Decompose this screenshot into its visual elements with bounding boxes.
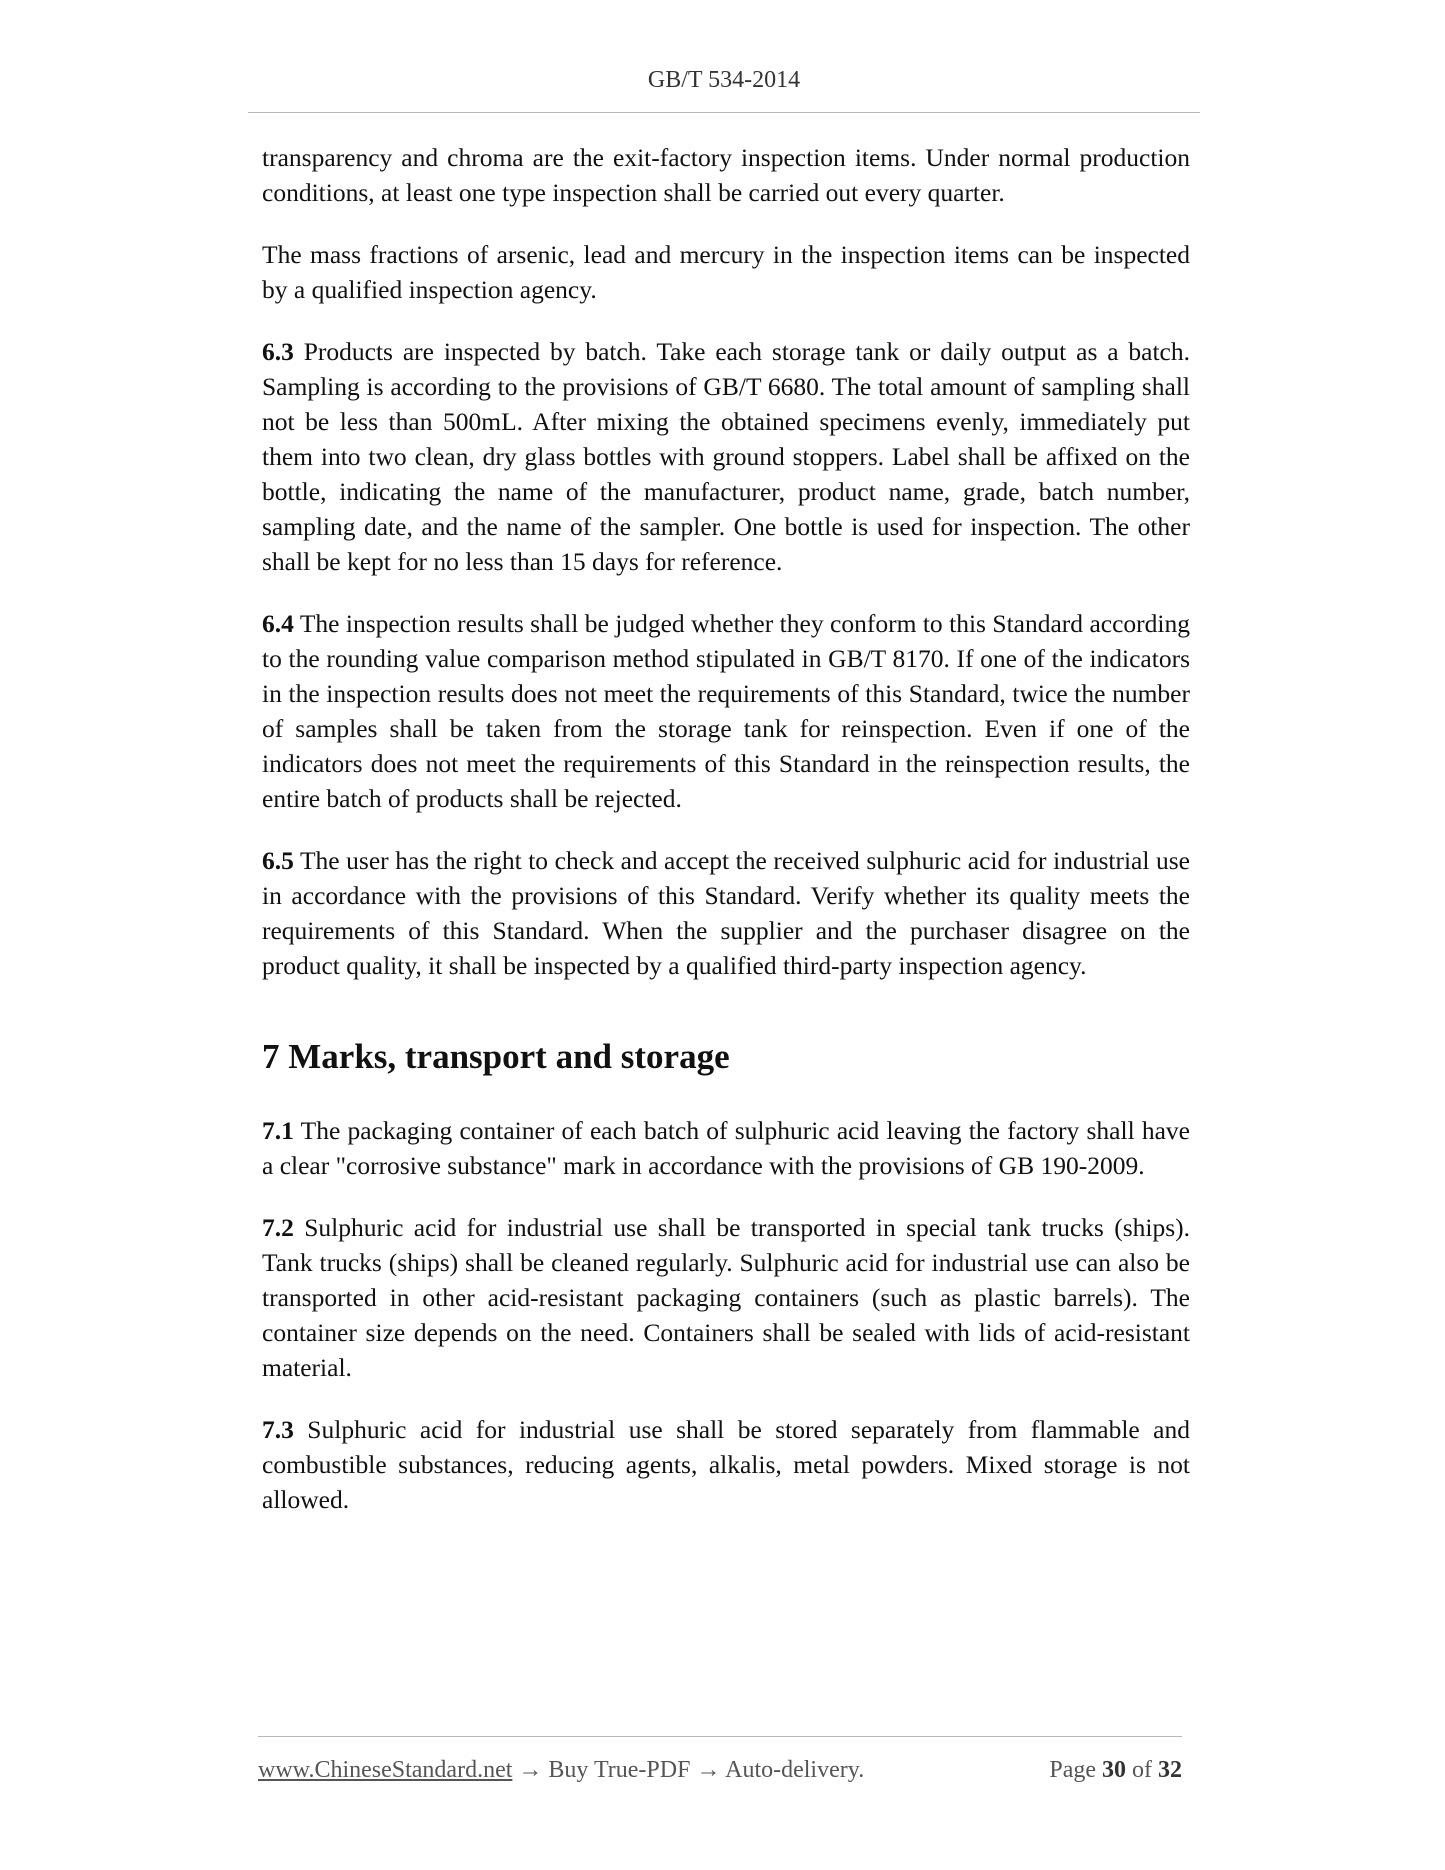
page-total: 32: [1158, 1757, 1182, 1783]
paragraph-mass-fractions: The mass fractions of arsenic, lead and mercury in the inspection items can be inspected by a qualified inspection agency.: [262, 240, 1190, 304]
standard-id: GB/T 534-2014: [647, 67, 801, 93]
section-7-heading: 7 Marks, transport and storage: [262, 1037, 730, 1076]
clause-text: Products are inspected by batch. Take each storage tank or daily output as a batch. Sampling is according to the provisions of GB/T 6680. The total amount of sampling shall not be less than 500mL. After mixing the obtained specimens evenly, immediately put them into two clean, dry glass bottles with ground stoppers. Label shall be affixed on the bottle, indicating the name of the manufacturer, product name, grade, batch number, sampling date, and the name of the sampler. One bottle is used for inspection. The other shall be kept for no less than 15 days for reference.: [262, 337, 1190, 576]
page-current: 30: [1102, 1757, 1126, 1783]
clause-6-4: [262, 606, 1190, 816]
clause-7-3: [262, 1412, 1190, 1517]
clause-text: Sulphuric acid for industrial use shall be stored separately from flammable and combustible substances, reducing agents, alkalis, metal powders. Mixed storage is not allowed.: [262, 1415, 1190, 1514]
clause-6-5: [262, 843, 1190, 983]
chinesestandard-link[interactable]: www.ChineseStandard.net: [258, 1757, 513, 1783]
page-header: [248, 62, 1200, 113]
clause-text: The packaging container of each batch of sulphuric acid leaving the factory shall have a clear "corrosive substance" mark in accordance with the provisions of GB 190-2009.: [262, 1116, 1190, 1180]
clause-7-1: [262, 1113, 1190, 1183]
page-counter: [1049, 1755, 1182, 1785]
clause-7-2: [262, 1210, 1190, 1385]
clause-text: Sulphuric acid for industrial use shall be transported in special tank trucks (ships). Tank trucks (ships) shall be cleaned regularly. Sulphuric acid for industrial use can also be transported in other acid-resistant packaging containers (such as plastic barrels). The container size depends on the need. Containers shall be sealed with lids of acid-resistant material.: [262, 1213, 1190, 1382]
clause-number: 6.4: [262, 609, 294, 638]
clause-6-3: [262, 334, 1190, 579]
of-word: of: [1126, 1757, 1158, 1783]
footer-left: [258, 1755, 864, 1785]
clause-number: 7.2: [262, 1213, 294, 1242]
page-footer: [258, 1736, 1182, 1785]
paragraph-inspection-items: transparency and chroma are the exit-factory inspection items. Under normal production conditions, at least one type inspection shall be carried out every quarter.: [262, 143, 1190, 207]
footer-promo: → Buy True-PDF → Auto-delivery.: [512, 1757, 865, 1783]
page-word: Page: [1049, 1757, 1102, 1783]
clause-number: 6.3: [262, 337, 294, 366]
clause-number: 6.5: [262, 846, 294, 875]
clause-number: 7.3: [262, 1415, 294, 1444]
clause-text: The user has the right to check and accept the received sulphuric acid for industrial use in accordance with the provisions of this Standard. Verify whether its quality meets the requirements of this Standard. When the supplier and the purchaser disagree on the product quality, it shall be inspected by a qualified third-party inspection agency.: [262, 846, 1190, 980]
document-body: [262, 140, 1190, 1544]
clause-text: The inspection results shall be judged whether they conform to this Standard according to the rounding value comparison method stipulated in GB/T 8170. If one of the indicators in the inspection results does not meet the requirements of this Standard, twice the number of samples shall be taken from the storage tank for reinspection. Even if one of the indicators does not meet the requirements of this Standard in the reinspection results, the entire batch of products shall be rejected.: [262, 609, 1190, 813]
clause-number: 7.1: [262, 1116, 294, 1145]
